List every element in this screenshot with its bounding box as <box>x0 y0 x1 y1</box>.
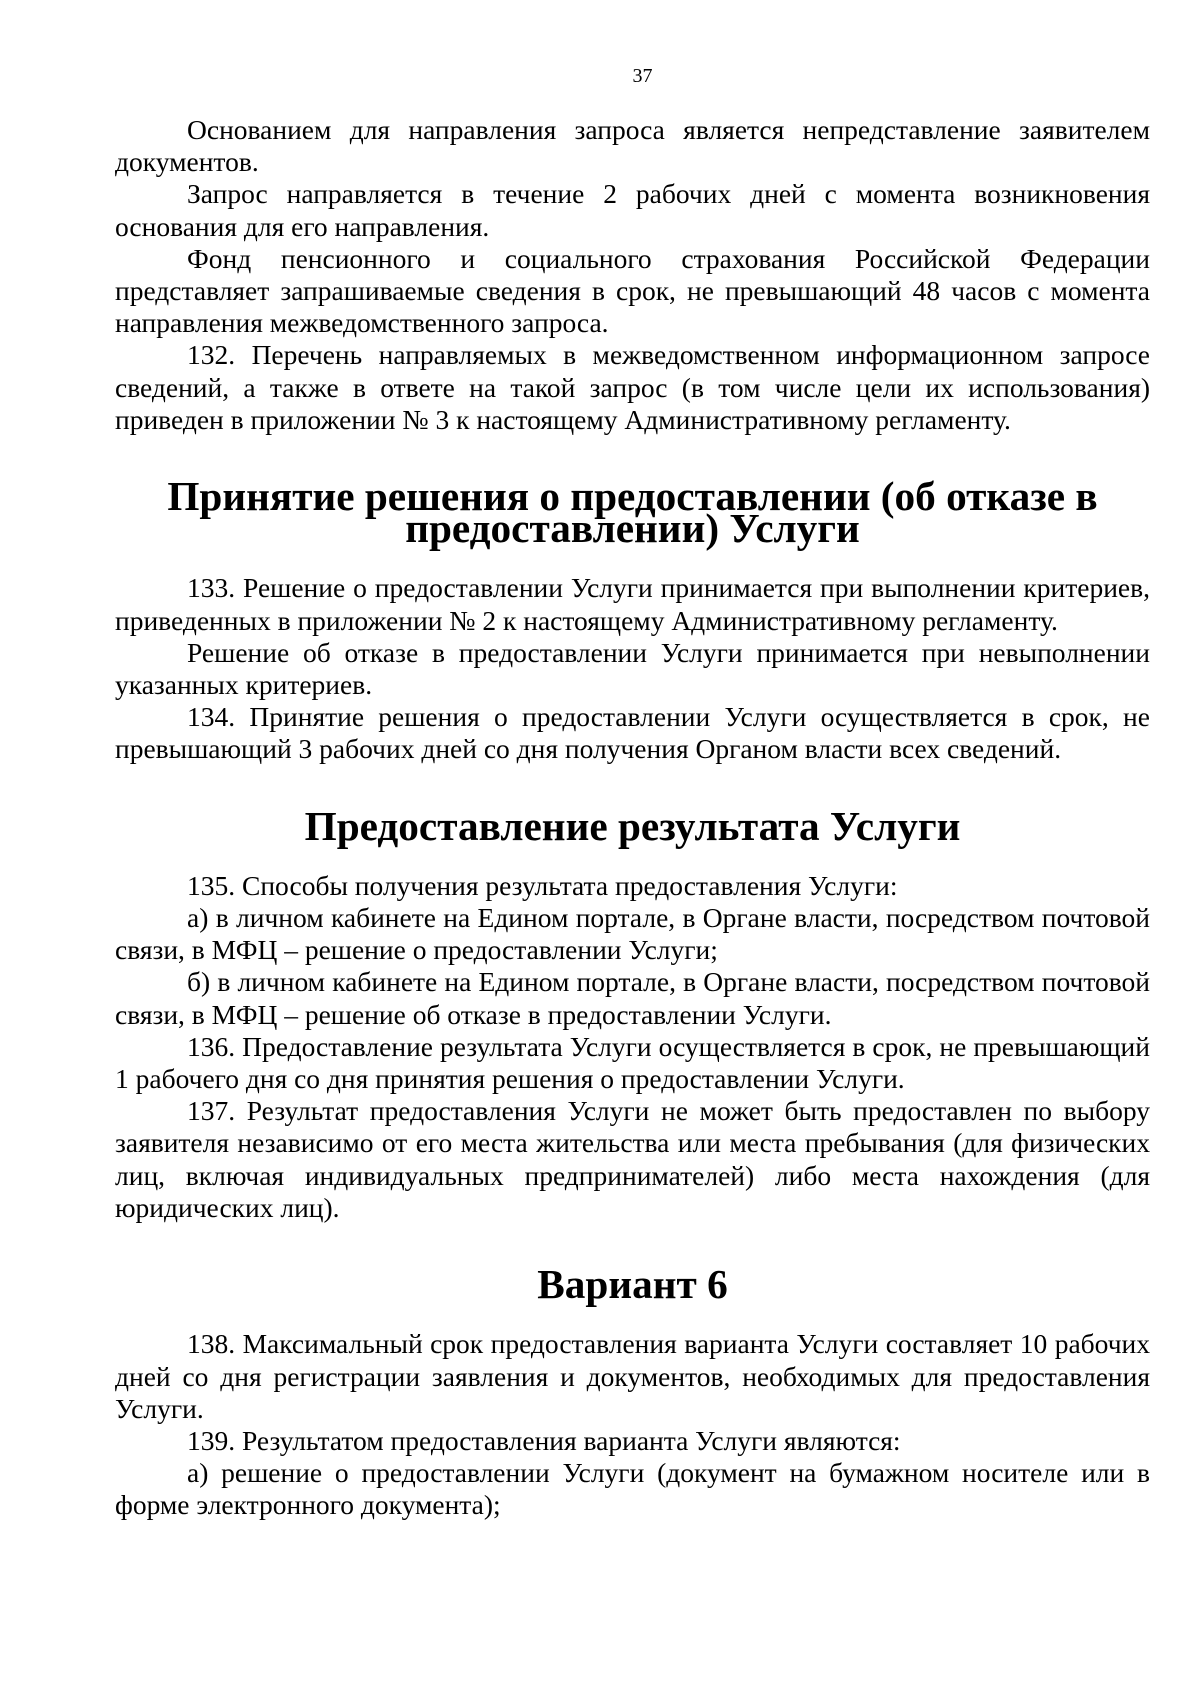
paragraph-item-133: 133. Решение о предоставлении Услуги принимается при выполнении критериев, приведенных в приложении № 2 к настоящему Административному регламенту. <box>115 572 1150 636</box>
section-result <box>115 870 1150 1224</box>
section-heading-result: Предоставление результата Услуги <box>304 802 961 849</box>
section-heading-decision: Принятие решения о предоставлении (об отказе в предоставлении) Услуги <box>167 473 1098 552</box>
section-variant-6 <box>115 1328 1150 1521</box>
paragraph-item-136: 136. Предоставление результата Услуги осуществляется в срок, не превышающий 1 рабочего дня со дня принятия решения о предоставлении Услуги. <box>115 1030 1150 1095</box>
paragraph: Решение об отказе в предоставлении Услуги принимается при невыполнении указанных критериев. <box>115 636 1150 701</box>
paragraph: Запрос направляется в течение 2 рабочих дней с момента возникновения основания для его направления. <box>115 178 1150 242</box>
page-number: 37 <box>632 65 653 87</box>
paragraph-item-134: 134. Принятие решения о предоставлении Услуги осуществляется в срок, не превышающий 3 рабочих дней со дня получения Органом власти всех сведений. <box>115 701 1150 765</box>
paragraph-item-139: 139. Результатом предоставления варианта Услуги являются: <box>187 1424 901 1456</box>
paragraph-subitem-a: а) в личном кабинете на Едином портале, в Органе власти, посредством почтовой связи, в МФЦ – решение о предоставлении Услуги; <box>115 902 1150 966</box>
section-heading-variant-6: Вариант 6 <box>537 1261 728 1308</box>
paragraph-item-135: 135. Способы получения результата предоставления Услуги: <box>187 869 898 901</box>
paragraph-subitem-a: а) решение о предоставлении Услуги (документ на бумажном носителе или в форме электронного документа); <box>115 1457 1150 1521</box>
paragraph-item-137: 137. Результат предоставления Услуги не может быть предоставлен по выбору заявителя независимо от его места жительства или места пребывания (для физических лиц, включая индивидуальных предпринимателей) либо места нахождения (для юридических лиц). <box>115 1095 1150 1223</box>
paragraph-item-132: 132. Перечень направляемых в межведомственном информационном запросе сведений, а также в ответе на такой запрос (в том числе цели их использования) приведен в приложении № 3 к настоящему Административному регламенту. <box>115 339 1150 435</box>
section-decision <box>115 572 1150 765</box>
paragraph: Фонд пенсионного и социального страхования Российской Федерации представляет запрашиваемые сведения в срок, не превышающий 48 часов с момента направления межведомственного запроса. <box>115 242 1150 339</box>
paragraph-subitem-b: б) в личном кабинете на Едином портале, в Органе власти, посредством почтовой связи, в МФЦ – решение об отказе в предоставлении Услуги. <box>115 966 1150 1030</box>
paragraph-item-138: 138. Максимальный срок предоставления варианта Услуги составляет 10 рабочих дней со дня регистрации заявления и документов, необходимых для предоставления Услуги. <box>115 1328 1150 1424</box>
section-request-grounds <box>115 114 1150 436</box>
paragraph: Основанием для направления запроса является непредставление заявителем документов. <box>115 114 1150 178</box>
